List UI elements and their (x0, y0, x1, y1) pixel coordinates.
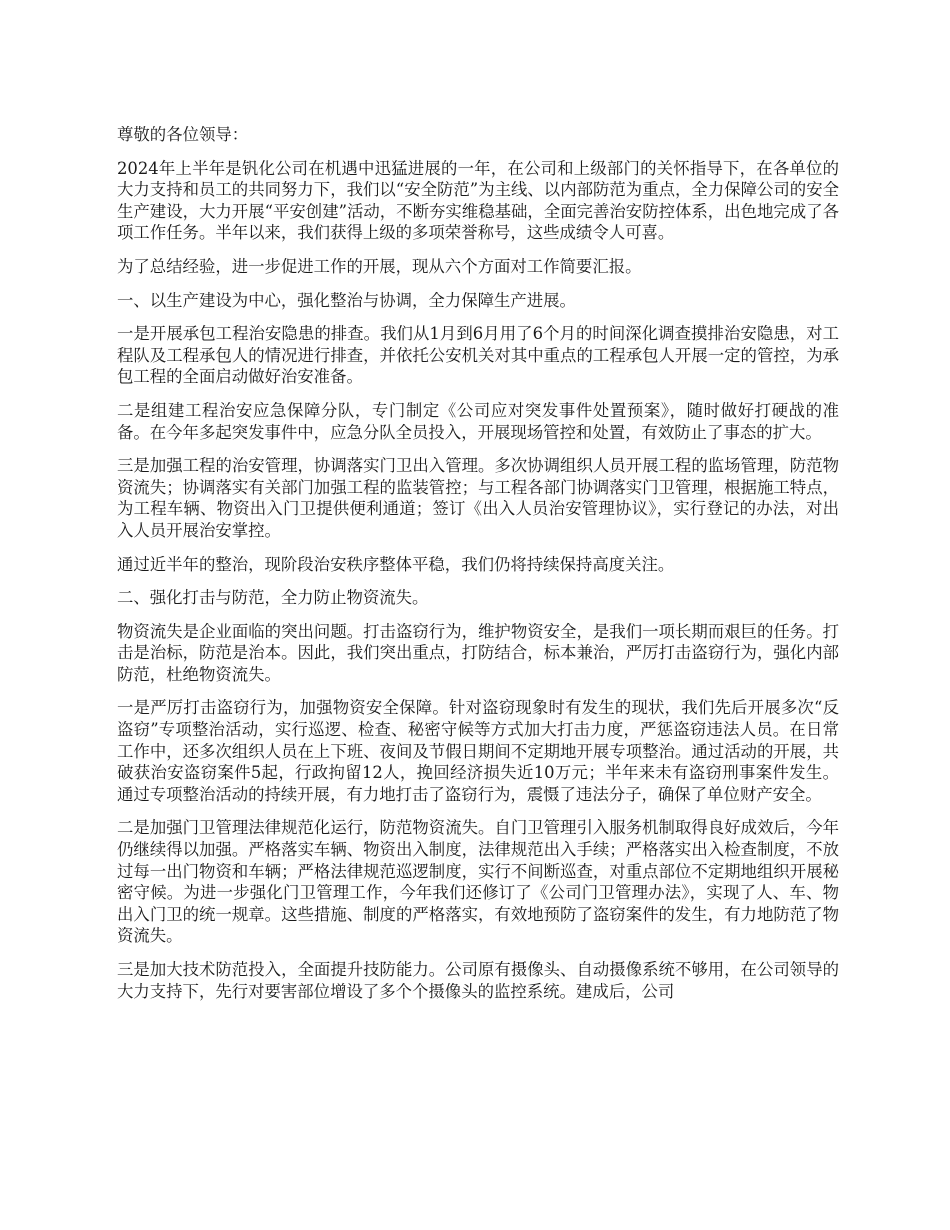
paragraph-1-3: 三是加强工程的治安管理，协调落实门卫出入管理。多次协调组织人员开展工程的监场管理，防范物资流失；协调落实有关部门加强工程的监装管控；与工程各部门协调落实门卫管理，根据施工特点，为工程车辆、物资出入门卫提供便利通道；签订《出入人员治安管理协议》，实行登记的办法，对出入人员开展治安掌控。 (117, 456, 839, 540)
paragraph-summary: 为了总结经验，进一步促进工作的开展，现从六个方面对工作简要汇报。 (117, 256, 642, 276)
salutation: 尊敬的各位领导： (117, 125, 249, 144)
paragraph-2-intro: 物资流失是企业面临的突出问题。打击盗窃行为，维护物资安全，是我们一项长期而艰巨的任务。打击是治标，防范是治本。因此，我们突出重点，打防结合，标本兼治，严厉打击盗窃行为，强化内部防范，杜绝物资流失。 (117, 621, 839, 684)
paragraph-1-2: 二是组建工程治安应急保障分队，专门制定《公司应对突发事件处置预案》，随时做好打硬战的准备。在今年多起突发事件中，应急分队全员投入，开展现场管控和处置，有效防止了事态的扩大。 (117, 400, 839, 442)
paragraph-1-conclusion: 通过近半年的整治，现阶段治安秩序整体平稳，我们仍将持续保持高度关注。 (117, 554, 675, 574)
paragraph-intro: 2024年上半年是钒化公司在机遇中迅猛进展的一年，在公司和上级部门的关怀指导下，在各单位的大力支持和员工的共同努力下，我们以“安全防范”为主线、以内部防范为重点，全力保障公司的安全生产建设，大力开展“平安创建”活动，不断夯实维稳基础，全面完善治安防控体系，出色地完成了各项工作任务。半年以来，我们获得上级的多项荣誉称号，这些成绩令人可喜。 (117, 158, 839, 243)
document-body (117, 124, 839, 1014)
section-heading-2: 二、强化打击与防范，全力防止物资流失。 (117, 588, 429, 608)
paragraph-2-1: 一是严厉打击盗窃行为，加强物资安全保障。针对盗窃现象时有发生的现状，我们先后开展多次“反盗窃”专项整治活动，实行巡逻、检查、秘密守候等方式加大打击力度，严惩盗窃违法人员。在日常工作中，还多次组织人员在上下班、夜间及节假日期间不定期地开展专项整治。通过活动的开展，共破获治安盗窃案件5起，行政拘留12人，挽回经济损失近10万元；半年来未有盗窃刑事案件发生。通过专项整治活动的持续开展，有力地打击了盗窃行为，震慑了违法分子，确保了单位财产安全。 (117, 698, 839, 804)
paragraph-2-3: 三是加大技术防范投入，全面提升技防能力。公司原有摄像头、自动摄像系统不够用，在公司领导的大力支持下，先行对要害部位增设了多个个摄像头的监控系统。建成后，公司 (117, 960, 839, 1001)
section-heading-1: 一、以生产建设为中心，强化整治与协调，全力保障生产进展。 (117, 290, 576, 310)
paragraph-1-1: 一是开展承包工程治安隐患的排查。我们从1月到6月用了6个月的时间深化调查摸排治安隐患，对工程队及工程承包人的情况进行排查，并依托公安机关对其中重点的工程承包人开展一定的管控，为承包工程的全面启动做好治安准备。 (117, 324, 839, 387)
paragraph-2-2: 二是加强门卫管理法律规范化运行，防范物资流失。自门卫管理引入服务机制取得良好成效后，今年仍继续得以加强。严格落实车辆、物资出入制度，法律规范出入手续；严格落实出入检查制度，不放过每一出门物资和车辆；严格法律规范巡逻制度，实行不间断巡查，对重点部位不定期地组织开展秘密守候。为进一步强化门卫管理工作，今年我们还修订了《公司门卫管理办法》，实现了人、车、物出入门卫的统一规章。这些措施、制度的严格落实，有效地预防了盗窃案件的发生，有力地防范了物资流失。 (117, 818, 839, 946)
